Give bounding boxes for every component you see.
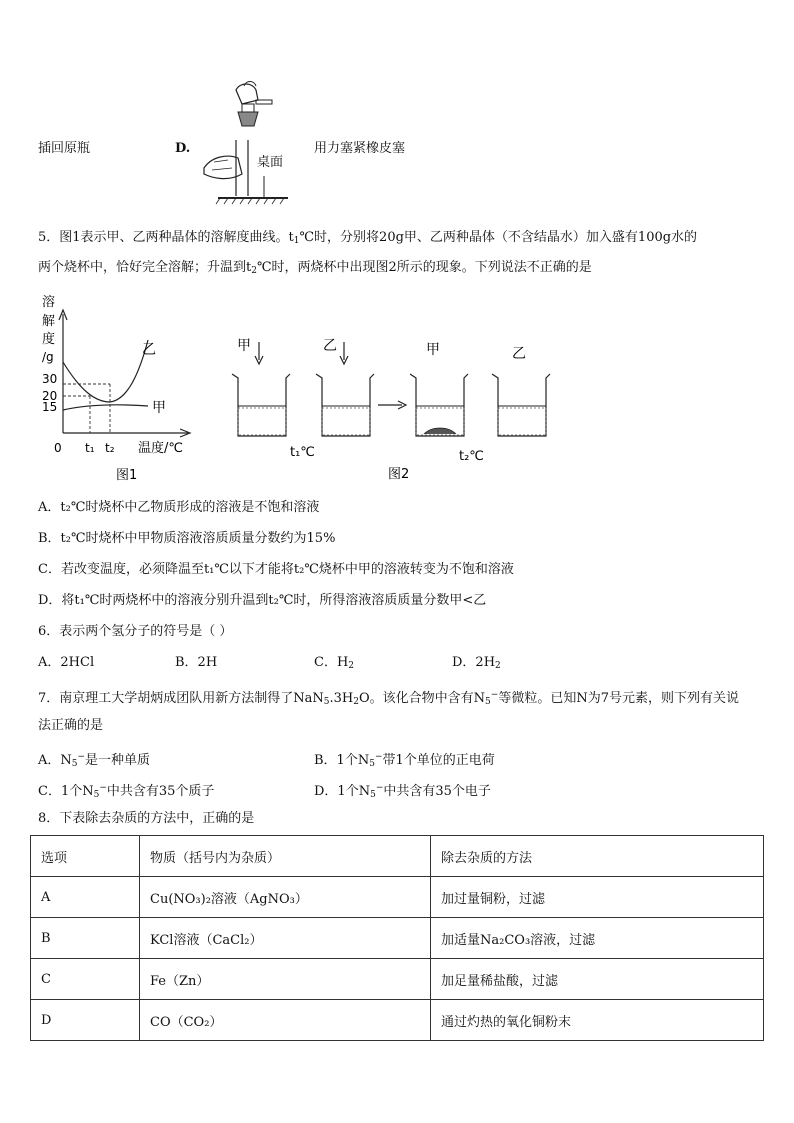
- table-header-row: [31, 836, 764, 877]
- y-tick-20: 20: [42, 389, 58, 403]
- beaker2-label: 乙: [323, 338, 337, 354]
- rubber-stopper-illustration: [198, 78, 298, 213]
- q7-option-a: A．$N_5^-$是一种单质: [38, 752, 151, 769]
- table-row: [31, 918, 764, 959]
- beaker-3: [410, 374, 468, 436]
- table-row: [31, 959, 764, 1000]
- q6-option-d: D．$2H_2$: [452, 655, 501, 671]
- q4-desk-label: 桌面: [257, 155, 284, 170]
- temperature-t2-label: t₂℃: [459, 449, 484, 464]
- q5-option-c: C．若改变温度，必须降温至t₁℃以下才能将t₂℃烧杯中甲的溶液转变为不饱和溶液: [38, 562, 514, 577]
- figure1-caption: 图1: [116, 468, 138, 483]
- table-row: [31, 1000, 764, 1041]
- q5-stem-line2: 两个烧杯中，恰好完全溶解；升温到$t_2℃$时，两烧杯中出现图2所示的现象。下列说法不正确的是: [38, 260, 592, 276]
- row-substance: Cu(NO₃)₂溶液（AgNO₃）: [140, 877, 431, 918]
- q7-option-d: D．1个$N_5^-$中共含有35个电子: [314, 783, 491, 800]
- curve-yi-label: 乙: [142, 342, 156, 358]
- origin-label: 0: [54, 441, 62, 455]
- q5-option-b: B．t₂℃时烧杯中甲物质溶液溶质质量分数约为15%: [38, 531, 336, 546]
- header-method: 除去杂质的方法: [431, 836, 764, 877]
- q4-right-text: 用力塞紧橡皮塞: [314, 141, 406, 156]
- q7-stem-line2: 法正确的是: [38, 718, 104, 733]
- upper-hand-shape: [236, 84, 258, 104]
- beaker-4: [492, 374, 550, 436]
- beaker4-label: 乙: [512, 346, 526, 362]
- y-axis-label-char-3: 度: [42, 332, 56, 347]
- header-substance: 物质（括号内为杂质）: [140, 836, 431, 877]
- beaker-1: [232, 374, 290, 436]
- row-substance: KCl溶液（CaCl₂）: [140, 918, 431, 959]
- q5-option-d: D．将t₁℃时两烧杯中的溶液分别升温到t₂℃时，所得溶液溶质质量分数甲<乙: [38, 593, 487, 608]
- y-tick-15: 15: [42, 400, 58, 414]
- stopper-shape: [242, 104, 254, 112]
- x-tick-t1: t₁: [85, 441, 95, 455]
- q5-stem-line1: 5．图1表示甲、乙两种晶体的溶解度曲线。$t_1℃$时，分别将20g甲、乙两种晶体（不含结晶水）加入盛有100g水的: [38, 230, 698, 246]
- curve-jia-label: 甲: [152, 400, 166, 416]
- q5-option-a: A．t₂℃时烧杯中乙物质形成的溶液是不饱和溶液: [38, 500, 320, 515]
- row-method: 加足量稀盐酸，过滤: [431, 959, 764, 1000]
- x-tick-t2: t₂: [105, 441, 115, 455]
- header-option: 选项: [31, 836, 140, 877]
- q7-option-c: C．1个$N_5^-$中共含有35个质子: [38, 783, 215, 800]
- q4-left-text: 插回原瓶: [38, 141, 91, 156]
- row-method: 加适量Na₂CO₃溶液，过滤: [431, 918, 764, 959]
- curve-yi: [63, 340, 148, 402]
- y-axis-label-char-1: 溶: [42, 295, 56, 310]
- precipitate: [424, 428, 456, 434]
- temperature-t1-label: t₁℃: [290, 445, 315, 460]
- q8-stem: 8．下表除去杂质的方法中，正确的是: [38, 811, 255, 826]
- q7-stem-line1: 7．南京理工大学胡炳成团队用新方法制得了$NaN_5.3H_2O$。该化合物中含有$N_5^-$等微粒。已知N为7号元素，则下列有关说: [38, 690, 739, 707]
- row-substance: CO（CO₂）: [140, 1000, 431, 1041]
- q6-stem: 6．表示两个氢分子的符号是（ ）: [38, 624, 233, 639]
- beaker-2: [316, 374, 374, 436]
- row-option: C: [31, 959, 140, 1000]
- y-axis-label-char-2: 解: [42, 314, 56, 329]
- row-method: 通过灼热的氧化铜粉末: [431, 1000, 764, 1041]
- row-option: D: [31, 1000, 140, 1041]
- q4-option-d-label: D.: [175, 141, 191, 156]
- row-substance: Fe（Zn）: [140, 959, 431, 1000]
- q6-option-a: A．2HCl: [38, 655, 95, 670]
- curve-jia: [63, 405, 148, 410]
- beaker1-label: 甲: [237, 338, 251, 354]
- q6-option-b: B．2H: [175, 655, 218, 670]
- y-axis-label-char-4: /g: [42, 350, 54, 364]
- y-tick-30: 30: [42, 372, 58, 386]
- q6-option-c: C．$H_2$: [314, 655, 355, 671]
- row-method: 加过量铜粉，过滤: [431, 877, 764, 918]
- beaker3-label: 甲: [426, 342, 440, 358]
- figure1-solubility-chart: [30, 290, 205, 485]
- row-option: A: [31, 877, 140, 918]
- row-option: B: [31, 918, 140, 959]
- figure2-caption: 图2: [388, 467, 410, 482]
- table-row: [31, 877, 764, 918]
- figure2-beakers: [228, 330, 558, 485]
- impurity-removal-table: [30, 835, 764, 1041]
- x-axis-label: 温度/℃: [138, 441, 183, 456]
- q7-option-b: B．1个$N_5^-$带1个单位的正电荷: [314, 752, 495, 769]
